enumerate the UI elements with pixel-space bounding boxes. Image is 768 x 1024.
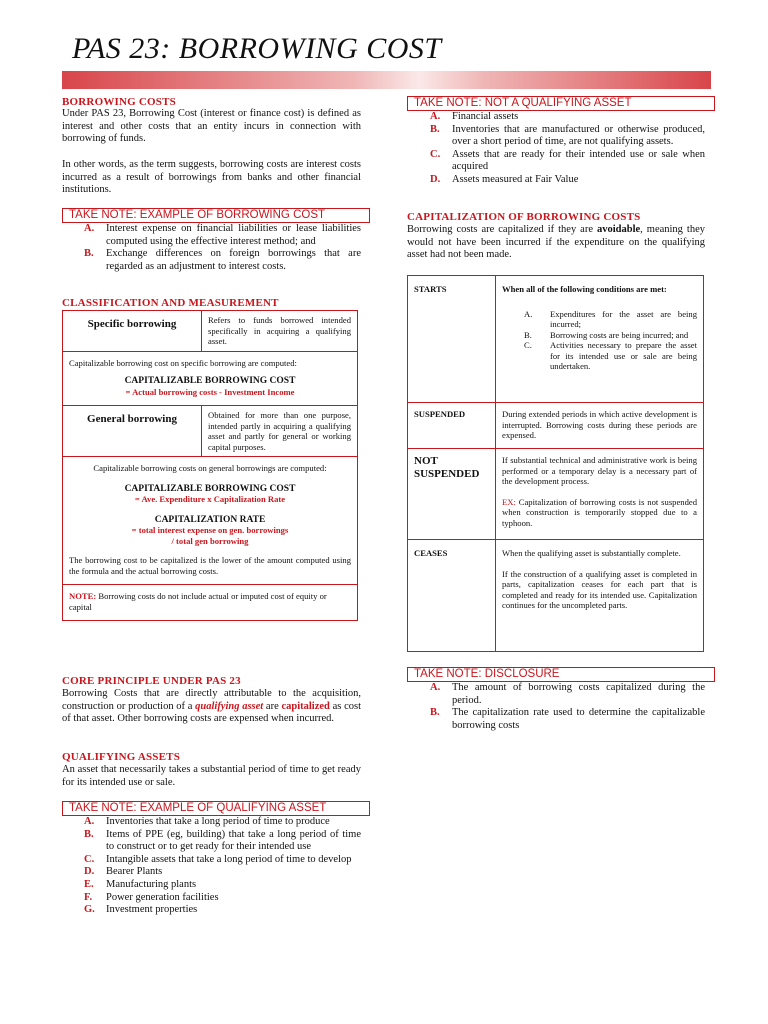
note-example-qualifying-asset: TAKE NOTE: EXAMPLE OF QUALIFYING ASSET	[62, 801, 370, 816]
suspended-text: During extended periods in which active development is interrupted. Borrowing costs during these periods are expensed.	[496, 403, 704, 449]
list-item: G. Investment properties	[84, 904, 198, 916]
specific-borrowing-label: Specific borrowing	[63, 311, 202, 352]
qualifying-asset-examples	[84, 816, 361, 917]
page-title: PAS 23: BORROWING COST	[72, 32, 442, 65]
ceases-text: When the qualifying asset is substantially complete. If the construction of a qualifying asset is completed in parts, capitalization ceases for each part that is completed and ready for its intended use. Capitalization continues for the uncompleted parts.	[496, 540, 704, 652]
list-item: B. Inventories that are manufactured or otherwise produced, over a short period of time, are not qualifying assets.	[430, 123, 705, 148]
note-example-borrowing-cost: TAKE NOTE: EXAMPLE OF BORROWING COST	[62, 208, 370, 223]
general-borrowing-label: General borrowing	[63, 406, 202, 457]
list-item: D. Assets measured at Fair Value	[430, 173, 579, 185]
borrowing-cost-examples	[84, 223, 361, 273]
general-borrowing-desc: Obtained for more than one purpose, intended partly in acquiring a qualifying asset and partly for general or working capital purposes.	[202, 406, 358, 457]
disclosure-list	[430, 682, 705, 732]
list-item: A. Interest expense on financial liabilities or lease liabilities computed using the effective interest method; and	[84, 223, 361, 247]
starts-label: STARTS	[408, 276, 496, 403]
list-item: B. The capitalization rate used to determine the capitalizable borrowing costs	[430, 707, 705, 731]
note-not-qualifying-asset: TAKE NOTE: NOT A QUALIFYING ASSET	[407, 96, 715, 111]
list-item: B. Exchange differences on foreign borrowings that are regarded as an adjustment to interest costs.	[84, 248, 361, 272]
specific-borrowing-desc: Refers to funds borrowed intended specifically in acquiring a qualifying asset.	[202, 311, 358, 352]
capitalization-text: Borrowing costs are capitalized if they are avoidable, meaning they would not have been incurred if the expenditure on the qualifying asset had not been made.	[407, 224, 705, 261]
list-item: C. Intangible assets that take a long period of time to develop	[84, 853, 352, 865]
core-principle-text: Borrowing Costs that are directly attributable to the acquisition, construction or production of a qualifying asset are capitalized as cost of that asset. Other borrowing costs are expensed when incurred.	[62, 688, 361, 725]
note-disclosure: TAKE NOTE: DISCLOSURE	[407, 667, 715, 682]
capitalization-heading: CAPITALIZATION OF BORROWING COSTS	[407, 211, 641, 223]
ceases-label: CEASES	[408, 540, 496, 652]
core-principle-heading: CORE PRINCIPLE UNDER PAS 23	[62, 675, 241, 687]
borrowing-costs-explanation: In other words, as the term suggests, borrowing costs are interest costs incurred as a result of borrowings from banks and other financial institutions.	[62, 159, 361, 196]
classification-heading: CLASSIFICATION AND MEASUREMENT	[62, 297, 279, 309]
list-item: F. Power generation facilities	[84, 891, 219, 903]
borrowing-costs-heading: BORROWING COSTS	[62, 96, 176, 108]
list-item: E. Manufacturing plants	[84, 878, 197, 890]
list-item: C. Assets that are ready for their intended use or sale when acquired	[430, 148, 705, 173]
list-item: D. Bearer Plants	[84, 866, 163, 878]
specific-borrowing-computation: Capitalizable borrowing cost on specific borrowing are computed: CAPITALIZABLE BORROWING COST = Actual borrowing costs - Investment Income	[63, 351, 358, 406]
general-borrowing-computation: Capitalizable borrowing costs on general borrowings are computed: CAPITALIZABLE BORROWING COST = Ave. Expenditure x Capitalization Rate CAPITALIZATION RATE = total interest expense on gen. borrowings / total gen borrowing The borrowing cost to be capitalized is the lower of the amount computed using the formula and the actual borrowing costs.	[63, 457, 358, 585]
starts-conditions: When all of the following conditions are met: A. Expenditures for the asset are being incurred; B. Borrowing costs are being incurred; and C. Activities necessary to prepare the asset for its intended use or sale are being undertaken.	[496, 276, 704, 403]
borrowing-costs-definition: Under PAS 23, Borrowing Cost (interest or finance cost) is defined as interest and other costs that an entity incurs in connection with borrowing of funds.	[62, 108, 361, 145]
list-item: A. The amount of borrowing costs capitalized during the period.	[430, 682, 705, 706]
list-item: B. Items of PPE (eg, building) that take a long period of time to construct or to get ready for their intended use	[84, 828, 361, 853]
list-item: A. Inventories that take a long period of time to produce	[84, 816, 330, 827]
qualifying-assets-heading: QUALIFYING ASSETS	[62, 751, 181, 763]
classification-table	[62, 310, 358, 621]
classification-note: NOTE: Borrowing costs do not include actual or imputed cost of equity or capital	[63, 585, 358, 621]
not-suspended-text: If substantial technical and administrative work is being performed or a temporary delay is a necessary part of the development process. EX: Capitalization of borrowing costs is not suspended when construction is temporarily stopped due to a typhoon.	[496, 449, 704, 540]
title-banner	[62, 71, 711, 89]
not-suspended-label: NOT SUSPENDED	[408, 449, 496, 540]
capitalization-table	[407, 275, 704, 652]
not-qualifying-asset-list	[430, 111, 705, 187]
suspended-label: SUSPENDED	[408, 403, 496, 449]
list-item: A. Financial assets	[430, 111, 519, 122]
qualifying-assets-text: An asset that necessarily takes a substantial period of time to get ready for its intended use or sale.	[62, 764, 361, 788]
